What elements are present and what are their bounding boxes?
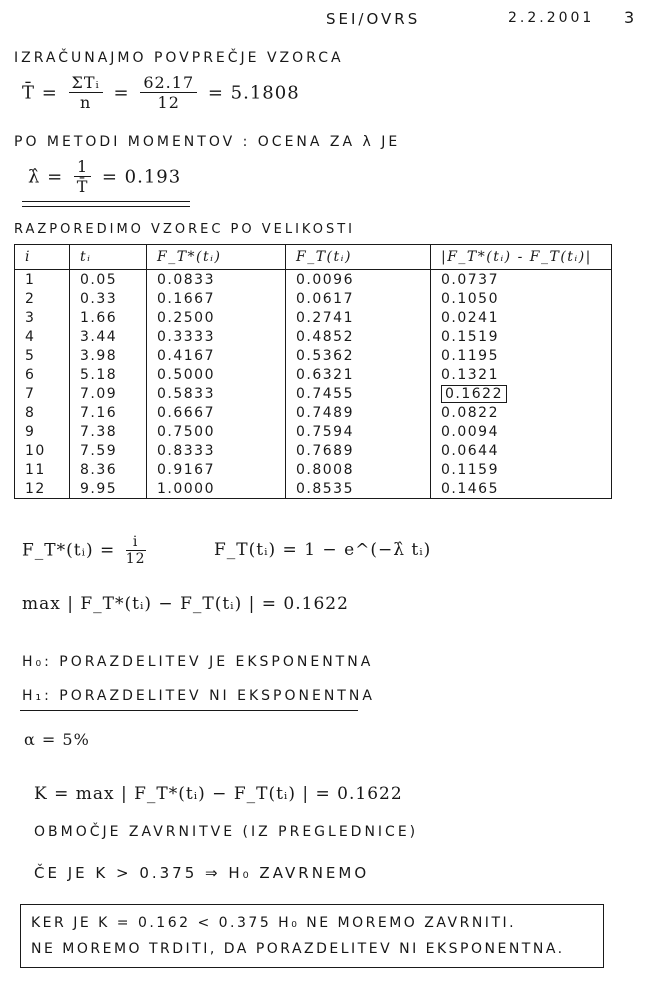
- table-row: [15, 403, 612, 422]
- conclusion-line-1: KER JE K = 0.162 < 0.375 H₀ NE MOREMO ZAVRNITI.: [31, 915, 517, 931]
- cell-i: 12: [15, 479, 70, 499]
- cell-empirical-cdf: 0.0833: [147, 270, 286, 290]
- col-header-t: tᵢ: [70, 245, 147, 270]
- table-heading: RAZPOREDIMO VZOREC PO VELIKOSTI: [14, 222, 355, 237]
- max-difference-highlight: 0.1622: [441, 385, 507, 403]
- empirical-cdf-den: 12: [125, 551, 146, 568]
- lambda-num: 1: [74, 158, 91, 177]
- cell-abs-diff: 0.1159: [431, 460, 612, 479]
- cell-theoretical-cdf: 0.7689: [286, 441, 431, 460]
- conclusion-box: [20, 904, 604, 968]
- cell-theoretical-cdf: 0.8535: [286, 479, 431, 499]
- cell-empirical-cdf: 0.9167: [147, 460, 286, 479]
- cell-theoretical-cdf: 0.0617: [286, 289, 431, 308]
- cell-theoretical-cdf: 0.6321: [286, 365, 431, 384]
- cell-empirical-cdf: 0.1667: [147, 289, 286, 308]
- lambda-underline-1: [22, 201, 190, 202]
- rejection-rule: ČE JE K > 0.375 ⇒ H₀ ZAVRNEMO: [34, 864, 370, 882]
- cell-t: 3.44: [70, 327, 147, 346]
- cell-theoretical-cdf: 0.2741: [286, 308, 431, 327]
- cell-theoretical-cdf: 0.8008: [286, 460, 431, 479]
- cell-t: 8.36: [70, 460, 147, 479]
- hypotheses-underline: [20, 710, 358, 711]
- table-row: [15, 422, 612, 441]
- cell-i: 5: [15, 346, 70, 365]
- col-header-i: i: [15, 245, 70, 270]
- cell-empirical-cdf: 0.4167: [147, 346, 286, 365]
- h0-hypothesis: H₀: PORAZDELITEV JE EKSPONENTNA: [22, 654, 374, 670]
- cell-t: 1.66: [70, 308, 147, 327]
- cell-abs-diff: 0.0094: [431, 422, 612, 441]
- cell-i: 9: [15, 422, 70, 441]
- cell-i: 8: [15, 403, 70, 422]
- mean-result: = 5.1808: [207, 82, 300, 104]
- cell-abs-diff: 0.0644: [431, 441, 612, 460]
- lambda-lhs: λ̂ =: [28, 166, 64, 188]
- cell-t: 9.95: [70, 479, 147, 499]
- table-row: [15, 365, 612, 384]
- mean-fraction-sum: [69, 74, 103, 113]
- cell-t: 7.38: [70, 422, 147, 441]
- cell-abs-diff: 0.0241: [431, 308, 612, 327]
- cell-t: 0.05: [70, 270, 147, 290]
- col-header-theoretical-cdf: F_T(tᵢ): [286, 245, 431, 270]
- cell-t: 7.59: [70, 441, 147, 460]
- lambda-underline-2: [22, 206, 190, 207]
- cell-t: 0.33: [70, 289, 147, 308]
- lambda-formula: [28, 158, 181, 197]
- course-code: SEI/OVRS: [326, 10, 421, 28]
- cell-i: 1: [15, 270, 70, 290]
- empirical-cdf-formula: [22, 534, 150, 568]
- cell-i: 11: [15, 460, 70, 479]
- cell-i: 2: [15, 289, 70, 308]
- rejection-region-heading: OBMOČJE ZAVRNITVE (IZ PREGLEDNICE): [34, 824, 419, 840]
- cell-t: 7.16: [70, 403, 147, 422]
- empirical-cdf-fraction: [126, 534, 146, 568]
- cell-theoretical-cdf: 0.4852: [286, 327, 431, 346]
- cell-t: 7.09: [70, 384, 147, 403]
- table-row: [15, 346, 612, 365]
- alpha-level: α = 5%: [24, 730, 90, 749]
- empirical-cdf-num: i: [126, 534, 146, 551]
- mean-num-value: 62.17: [140, 74, 197, 93]
- cell-empirical-cdf: 0.6667: [147, 403, 286, 422]
- cell-empirical-cdf: 0.5833: [147, 384, 286, 403]
- mean-num-sum: ΣTᵢ: [69, 74, 103, 93]
- empirical-cdf-lhs: F_T*(tᵢ) =: [22, 540, 116, 561]
- cell-t: 5.18: [70, 365, 147, 384]
- cell-i: 6: [15, 365, 70, 384]
- cell-i: 7: [15, 384, 70, 403]
- cell-abs-diff: 0.0822: [431, 403, 612, 422]
- mean-equals: =: [113, 82, 130, 104]
- page-number: 3: [624, 8, 637, 27]
- theoretical-cdf-formula: F_T(tᵢ) = 1 − e^(−λ̂ tᵢ): [214, 540, 432, 560]
- cell-i: 10: [15, 441, 70, 460]
- cell-abs-diff: 0.1465: [431, 479, 612, 499]
- conclusion-line-2: NE MOREMO TRDITI, DA PORAZDELITEV NI EKSPONENTNA.: [31, 941, 565, 957]
- table-header-row: [15, 245, 612, 270]
- table-row: [15, 270, 612, 290]
- col-header-abs-diff: |F_T*(tᵢ) - F_T(tᵢ)|: [431, 245, 612, 270]
- cell-abs-diff: 0.1321: [431, 365, 612, 384]
- cell-i: 4: [15, 327, 70, 346]
- mean-den-value: 12: [157, 93, 180, 113]
- cell-empirical-cdf: 0.3333: [147, 327, 286, 346]
- sample-table: [14, 244, 612, 499]
- max-difference-line: max | F_T*(tᵢ) − F_T(tᵢ) | = 0.1622: [22, 594, 349, 614]
- mean-den-n: n: [79, 93, 92, 113]
- col-header-empirical-cdf: F_T*(tᵢ): [147, 245, 286, 270]
- cell-theoretical-cdf: 0.7594: [286, 422, 431, 441]
- cell-t: 3.98: [70, 346, 147, 365]
- cell-theoretical-cdf: 0.7455: [286, 384, 431, 403]
- lambda-den: T̄: [76, 177, 89, 197]
- cell-empirical-cdf: 0.8333: [147, 441, 286, 460]
- lambda-result: = 0.193: [101, 166, 182, 188]
- mean-fraction-values: [140, 74, 197, 113]
- mean-formula: [22, 74, 300, 113]
- cell-abs-diff: 0.0737: [431, 270, 612, 290]
- table-row: [15, 327, 612, 346]
- table-row: [15, 479, 612, 499]
- table-row: [15, 308, 612, 327]
- table-row: [15, 289, 612, 308]
- cell-empirical-cdf: 0.5000: [147, 365, 286, 384]
- moments-heading: PO METODI MOMENTOV : OCENA ZA λ JE: [14, 134, 401, 150]
- cell-abs-diff: 0.1050: [431, 289, 612, 308]
- cell-theoretical-cdf: 0.5362: [286, 346, 431, 365]
- h1-hypothesis: H₁: PORAZDELITEV NI EKSPONENTNA: [22, 688, 375, 704]
- cell-empirical-cdf: 0.2500: [147, 308, 286, 327]
- table-row: [15, 384, 612, 403]
- lambda-fraction: [74, 158, 91, 197]
- cell-i: 3: [15, 308, 70, 327]
- table-body: [15, 270, 612, 499]
- cell-abs-diff: [431, 384, 612, 403]
- cell-abs-diff: 0.1195: [431, 346, 612, 365]
- table-row: [15, 460, 612, 479]
- cell-theoretical-cdf: 0.7489: [286, 403, 431, 422]
- cell-empirical-cdf: 1.0000: [147, 479, 286, 499]
- cell-empirical-cdf: 0.7500: [147, 422, 286, 441]
- cell-theoretical-cdf: 0.0096: [286, 270, 431, 290]
- table-row: [15, 441, 612, 460]
- cell-abs-diff: 0.1519: [431, 327, 612, 346]
- mean-lhs: T̄ =: [22, 82, 58, 104]
- k-statistic-line: K = max | F_T*(tᵢ) − F_T(tᵢ) | = 0.1622: [34, 784, 403, 804]
- mean-heading: IZRAČUNAJMO POVPREČJE VZORCA: [14, 50, 344, 66]
- document-date: 2.2.2001: [508, 10, 595, 26]
